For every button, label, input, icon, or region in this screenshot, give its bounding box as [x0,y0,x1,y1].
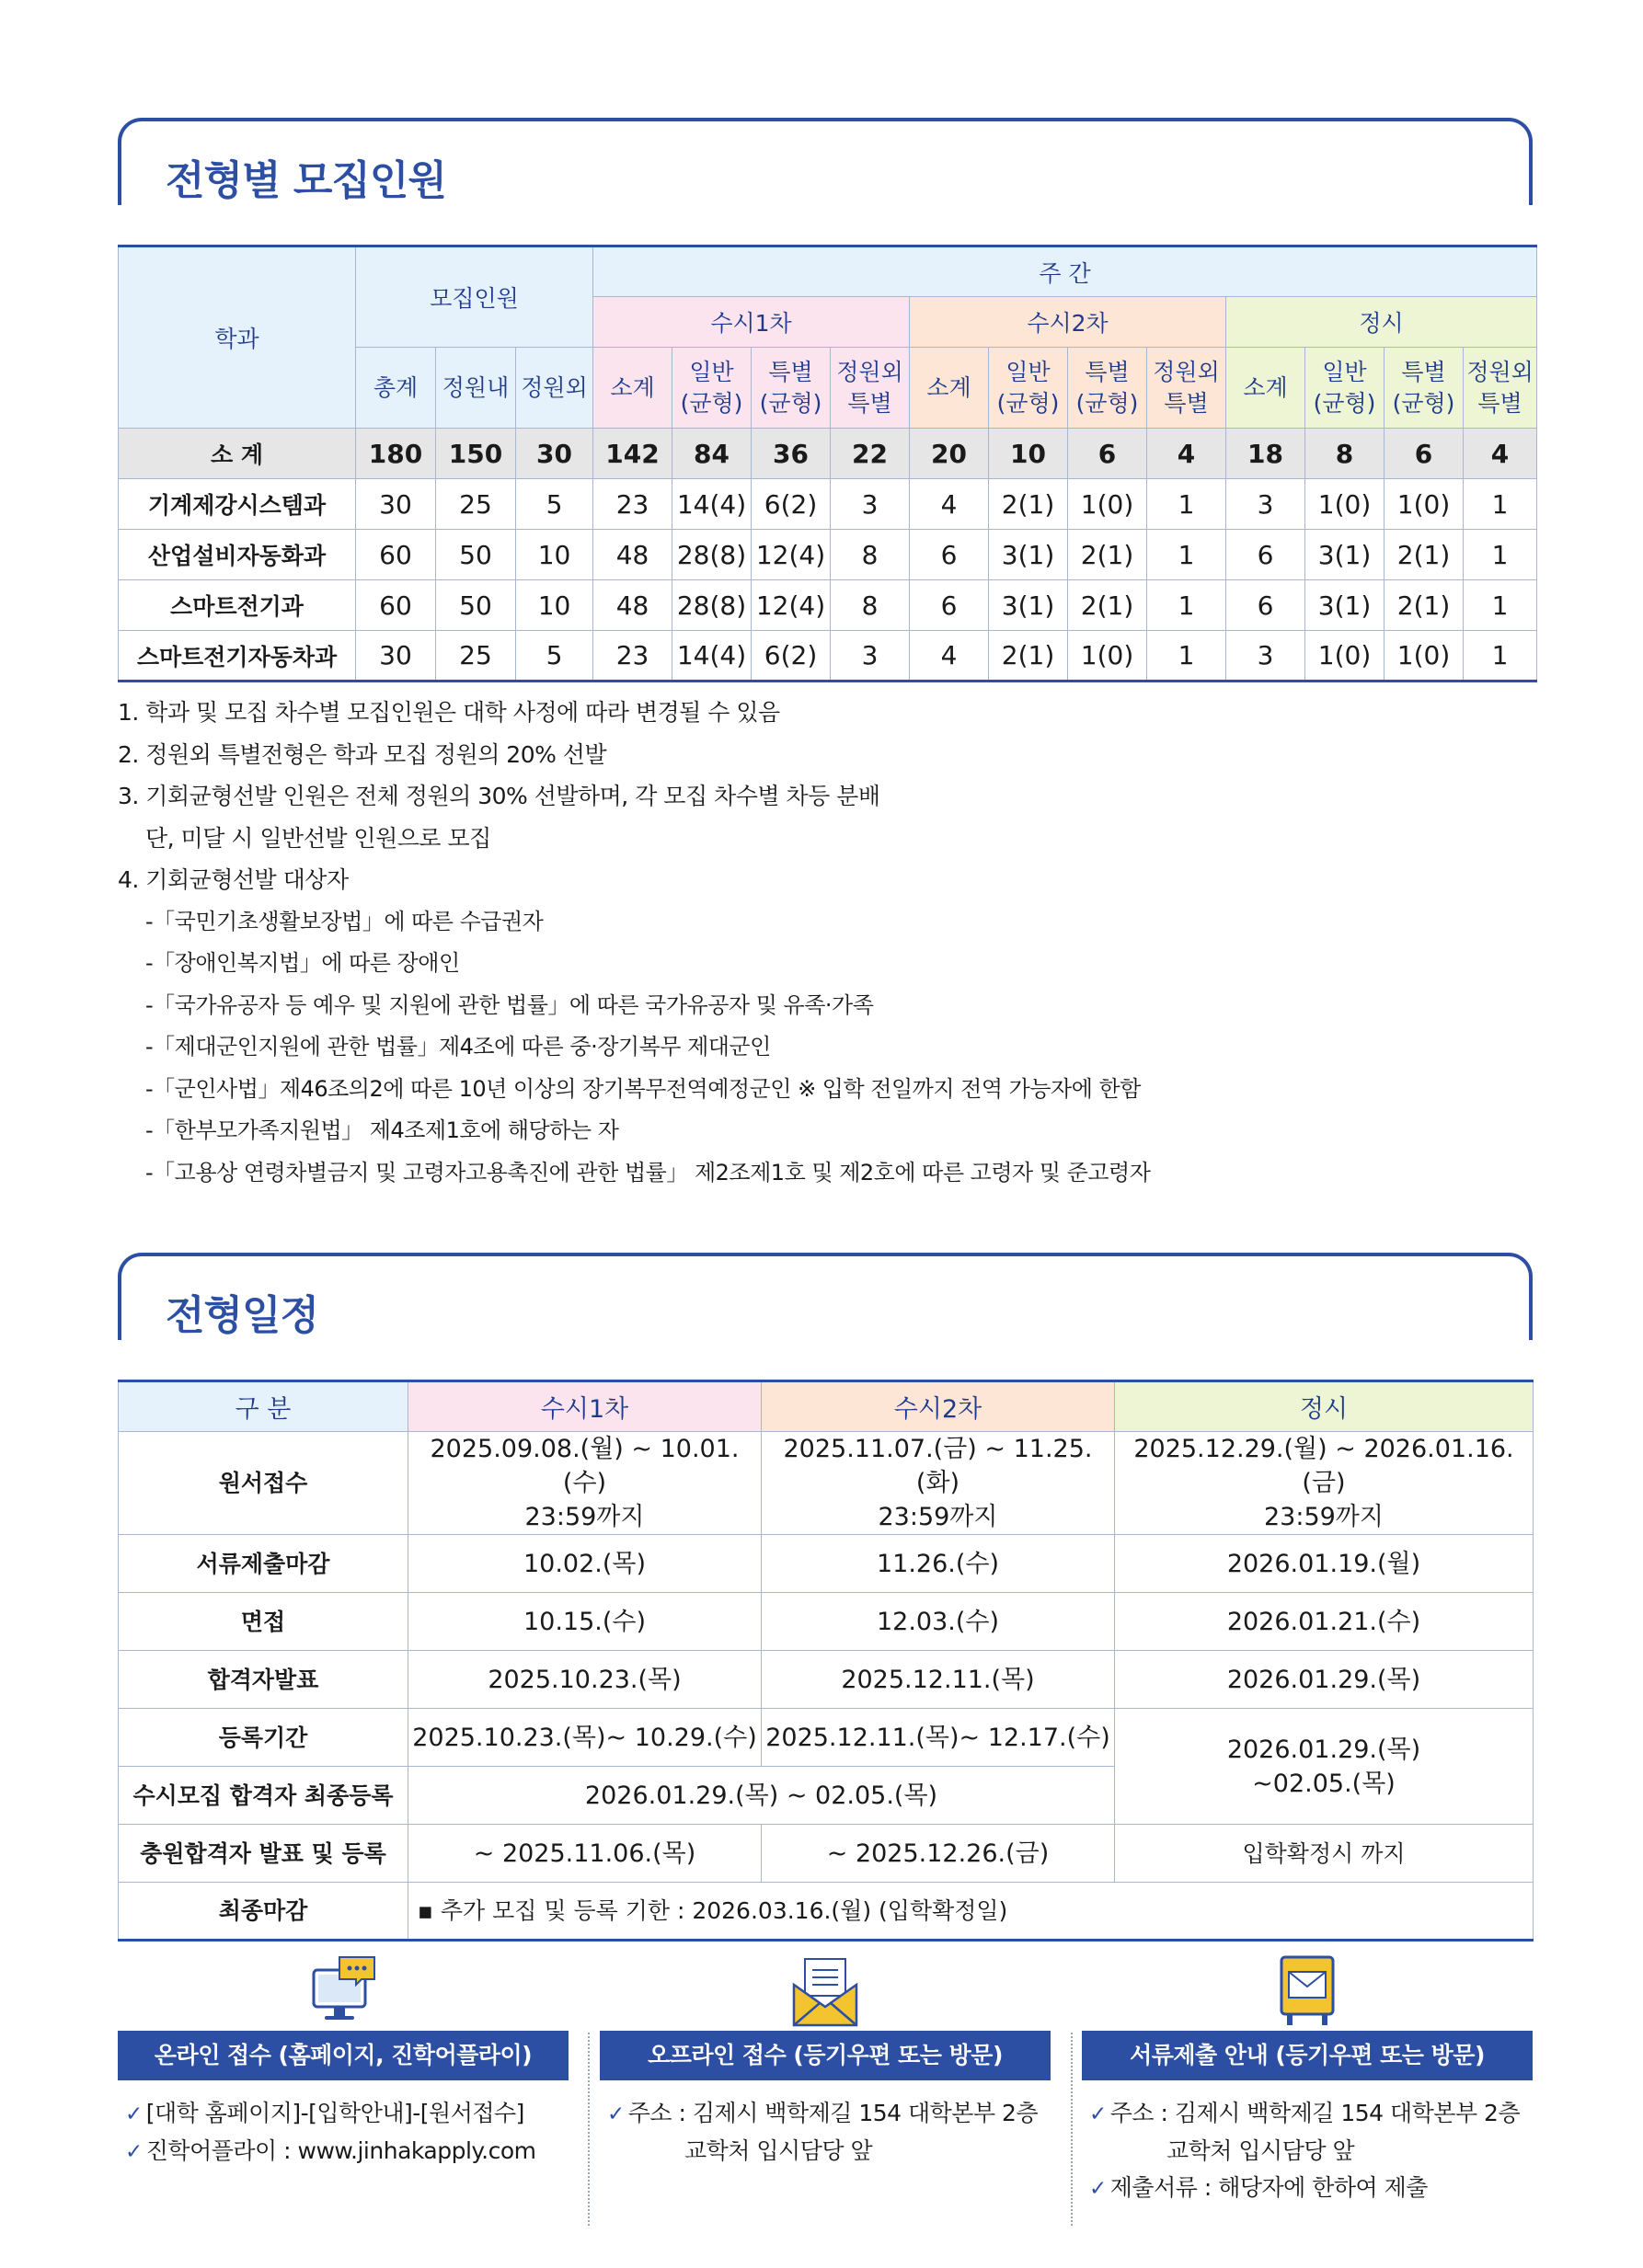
envelope-letter-icon [788,1952,862,2031]
header-total: 모집인원 [356,246,593,348]
note-line: 단, 미달 시 일반선발 인원으로 모집 [145,824,491,852]
table-cell: 1(0) [1384,479,1464,530]
table-cell: 4 [910,479,989,530]
schedule-header-s2: 수시2차 [762,1381,1115,1432]
table-cell: 1 [1147,479,1226,530]
extra-jeong: 입학확정시 까지 [1115,1825,1534,1883]
docs-s2: 11.26.(수) [762,1535,1115,1593]
online-line2[interactable]: 진학어플라이 : www.jinhakapply.com [145,2137,536,2164]
final-reg-value: 2026.01.29.(목) ~ 02.05.(목) [408,1767,1115,1825]
recruit-notes [118,692,1150,1194]
table-cell: 6 [910,530,989,580]
table-cell: 4 [910,631,989,682]
table-cell: 2(1) [1068,530,1147,580]
table-cell: 142 [593,429,672,479]
row-dept-name: 소 계 [119,429,356,479]
table-cell: 2(1) [989,631,1068,682]
register-label: 등록기간 [119,1709,408,1767]
register-jeong: 2026.01.29.(목) ~02.05.(목) [1115,1709,1534,1825]
table-row [119,429,1537,479]
table-cell: 8 [831,580,910,631]
table-cell: 3 [831,479,910,530]
table-cell: 36 [752,429,831,479]
extra-s1: ~ 2025.11.06.(목) [408,1825,762,1883]
table-cell: 12(4) [752,530,831,580]
header-s1-subtotal: 소계 [593,348,672,429]
table-cell: 180 [356,429,436,479]
note-line: -「군인사법」제46조의2에 따른 10년 이상의 장기복무전역예정군인 ※ 입학 전일까지 전역 가능자에 한함 [145,1075,1141,1102]
table-cell: 48 [593,530,672,580]
table-cell: 8 [1305,429,1384,479]
table-cell: 1(0) [1068,479,1147,530]
row-dept-name: 스마트전기과 [119,580,356,631]
table-cell: 3(1) [1305,580,1384,631]
recruit-section-title: 전형별 모집인원 [166,157,446,204]
schedule-section-title: 전형일정 [166,1292,319,1339]
table-cell: 18 [1226,429,1305,479]
table-cell: 23 [593,631,672,682]
apply-label: 원서접수 [119,1432,408,1535]
announce-jeong: 2026.01.29.(목) [1115,1651,1534,1709]
schedule-header-jeong: 정시 [1115,1381,1534,1432]
table-cell: 1(0) [1305,479,1384,530]
table-cell: 10 [516,530,593,580]
schedule-header-s1: 수시1차 [408,1381,762,1432]
docs-s1: 10.02.(목) [408,1535,762,1593]
table-row [119,530,1537,580]
recruit-table-body [119,429,1537,682]
offline-line1: 주소 : 김제시 백학제길 154 대학본부 2층 [627,2100,1039,2126]
table-cell: 60 [356,530,436,580]
table-cell: 1 [1147,580,1226,631]
check-icon: ✓ [125,2102,143,2126]
table-cell: 10 [516,580,593,631]
docs-submit-title: 서류제출 안내 (등기우편 또는 방문) [1082,2031,1533,2080]
online-apply-lines [125,2095,536,2171]
check-icon: ✓ [607,2102,625,2126]
offline-apply-title: 오프라인 접수 (등기우편 또는 방문) [600,2031,1051,2080]
announce-s2: 2025.12.11.(목) [762,1651,1115,1709]
header-col-outside: 정원외 [516,348,593,429]
table-cell: 60 [356,580,436,631]
recruit-table [118,245,1537,682]
note-line: -「국민기초생활보장법」에 따른 수급권자 [145,908,544,934]
row-dept-name: 스마트전기자동차과 [119,631,356,682]
table-cell: 8 [831,530,910,580]
header-s2-extra: 정원외 특별 [1147,348,1226,429]
offline-apply-lines [607,2095,1038,2170]
deadline-label: 최종마감 [119,1883,408,1941]
docs-jeong: 2026.01.19.(월) [1115,1535,1534,1593]
table-cell: 1(0) [1384,631,1464,682]
schedule-table [118,1380,1534,1942]
recruit-section-header [118,118,1533,205]
header-s2-subtotal: 소계 [910,348,989,429]
table-cell: 1 [1464,479,1537,530]
offline-line2: 교학처 입시담당 앞 [684,2137,873,2164]
table-cell: 5 [516,631,593,682]
header-s1-general: 일반 (균형) [672,348,752,429]
table-cell: 150 [436,429,516,479]
register-s1: 2025.10.23.(목)~ 10.29.(수) [408,1709,762,1767]
table-cell: 12(4) [752,580,831,631]
table-row [119,631,1537,682]
table-cell: 22 [831,429,910,479]
announce-label: 합격자발표 [119,1651,408,1709]
table-cell: 4 [1464,429,1537,479]
header-day: 주 간 [593,246,1537,297]
header-s2: 수시2차 [910,297,1226,348]
table-row [119,479,1537,530]
row-dept-name: 산업설비자동화과 [119,530,356,580]
header-col-inside: 정원내 [436,348,516,429]
monitor-chat-icon [306,1952,380,2031]
info-divider [1071,2033,1073,2226]
schedule-section-header [118,1253,1533,1340]
final-reg-label: 수시모집 합격자 최종등록 [119,1767,408,1825]
online-apply-title: 온라인 접수 (홈페이지, 진학어플라이) [118,2031,569,2080]
table-cell: 6 [910,580,989,631]
table-cell: 3 [1226,479,1305,530]
table-cell: 5 [516,479,593,530]
note-line: 4. 기회균형선발 대상자 [118,866,349,893]
note-line: -「고용상 연령차별금지 및 고령자고용촉진에 관한 법률」 제2조제1호 및 제2호에 따른 고령자 및 준고령자 [145,1159,1151,1186]
extra-label: 충원합격자 발표 및 등록 [119,1825,408,1883]
extra-s2: ~ 2025.12.26.(금) [762,1825,1115,1883]
interview-jeong: 2026.01.21.(수) [1115,1593,1534,1651]
header-dept: 학과 [119,246,356,429]
header-s1-extra: 정원외 특별 [831,348,910,429]
table-cell: 6 [1226,530,1305,580]
table-cell: 28(8) [672,530,752,580]
table-cell: 3 [831,631,910,682]
register-s2: 2025.12.11.(목)~ 12.17.(수) [762,1709,1115,1767]
note-line: -「한부모가족지원법」 제4조제1호에 해당하는 자 [145,1117,619,1143]
table-cell: 14(4) [672,631,752,682]
table-cell: 3(1) [989,530,1068,580]
table-row [119,580,1537,631]
table-cell: 30 [516,429,593,479]
header-s2-general: 일반 (균형) [989,348,1068,429]
table-cell: 30 [356,479,436,530]
note-line: 3. 기회균형선발 인원은 전체 정원의 30% 선발하며, 각 모집 차수별 차등 분배 [118,783,880,809]
table-cell: 2(1) [1384,530,1464,580]
table-cell: 25 [436,631,516,682]
table-cell: 10 [989,429,1068,479]
table-cell: 2(1) [1068,580,1147,631]
docs-line2: 교학처 입시담당 앞 [1166,2137,1355,2164]
table-cell: 48 [593,580,672,631]
check-icon: ✓ [1089,2102,1107,2126]
header-jeong: 정시 [1226,297,1537,348]
table-cell: 28(8) [672,580,752,631]
header-s1-special: 특별 (균형) [752,348,831,429]
table-cell: 3 [1226,631,1305,682]
table-cell: 3(1) [1305,530,1384,580]
table-cell: 23 [593,479,672,530]
apply-jeong: 2025.12.29.(월) ~ 2026.01.16.(금) 23:59까지 [1115,1432,1534,1535]
table-cell: 14(4) [672,479,752,530]
table-cell: 6(2) [752,479,831,530]
note-line: -「국가유공자 등 예우 및 지원에 관한 법률」에 따른 국가유공자 및 유족·가족 [145,991,874,1018]
table-cell: 2(1) [989,479,1068,530]
apply-s2: 2025.11.07.(금) ~ 11.25.(화) 23:59까지 [762,1432,1115,1535]
header-jeong-extra: 정원외 특별 [1464,348,1537,429]
mailbox-icon [1270,1952,1344,2031]
row-dept-name: 기계제강시스템과 [119,479,356,530]
table-cell: 1(0) [1305,631,1384,682]
table-cell: 6(2) [752,631,831,682]
table-cell: 1 [1147,530,1226,580]
header-s1: 수시1차 [593,297,910,348]
announce-s1: 2025.10.23.(목) [408,1651,762,1709]
header-col-total: 총계 [356,348,436,429]
note-line: 1. 학과 및 모집 차수별 모집인원은 대학 사정에 따라 변경될 수 있음 [118,699,780,726]
docs-label: 서류제출마감 [119,1535,408,1593]
table-cell: 25 [436,479,516,530]
table-cell: 1 [1464,631,1537,682]
table-cell: 50 [436,530,516,580]
table-cell: 4 [1147,429,1226,479]
docs-line3: 제출서류 : 해당자에 한하여 제출 [1109,2174,1428,2201]
table-cell: 30 [356,631,436,682]
table-cell: 84 [672,429,752,479]
check-icon: ✓ [125,2140,143,2164]
schedule-header-category: 구 분 [119,1381,408,1432]
table-cell: 6 [1384,429,1464,479]
interview-label: 면접 [119,1593,408,1651]
table-cell: 20 [910,429,989,479]
online-line1: [대학 홈페이지]-[입학안내]-[원서접수] [145,2100,524,2126]
note-line: -「장애인복지법」에 따른 장애인 [145,950,460,976]
table-cell: 50 [436,580,516,631]
table-cell: 1(0) [1068,631,1147,682]
table-cell: 1 [1464,580,1537,631]
note-line: -「제대군인지원에 관한 법률」제4조에 따른 중·장기복무 제대군인 [145,1034,771,1060]
table-cell: 6 [1068,429,1147,479]
table-cell: 6 [1226,580,1305,631]
check-icon: ✓ [1089,2177,1107,2201]
header-jeong-special: 특별 (균형) [1384,348,1464,429]
table-cell: 1 [1147,631,1226,682]
docs-line1: 주소 : 김제시 백학제길 154 대학본부 2층 [1109,2100,1521,2126]
header-jeong-general: 일반 (균형) [1305,348,1384,429]
apply-s1: 2025.09.08.(월) ~ 10.01.(수) 23:59까지 [408,1432,762,1535]
table-cell: 3(1) [989,580,1068,631]
note-line: 2. 정원외 특별전형은 학과 모집 정원의 20% 선발 [118,740,607,768]
header-jeong-subtotal: 소계 [1226,348,1305,429]
header-s2-special: 특별 (균형) [1068,348,1147,429]
deadline-value: ▪ 추가 모집 및 등록 기한 : 2026.03.16.(월) (입학확정일) [408,1883,1534,1941]
table-cell: 2(1) [1384,580,1464,631]
table-cell: 1 [1464,530,1537,580]
interview-s1: 10.15.(수) [408,1593,762,1651]
docs-submit-lines [1089,2095,1520,2207]
interview-s2: 12.03.(수) [762,1593,1115,1651]
info-divider [588,2033,590,2226]
